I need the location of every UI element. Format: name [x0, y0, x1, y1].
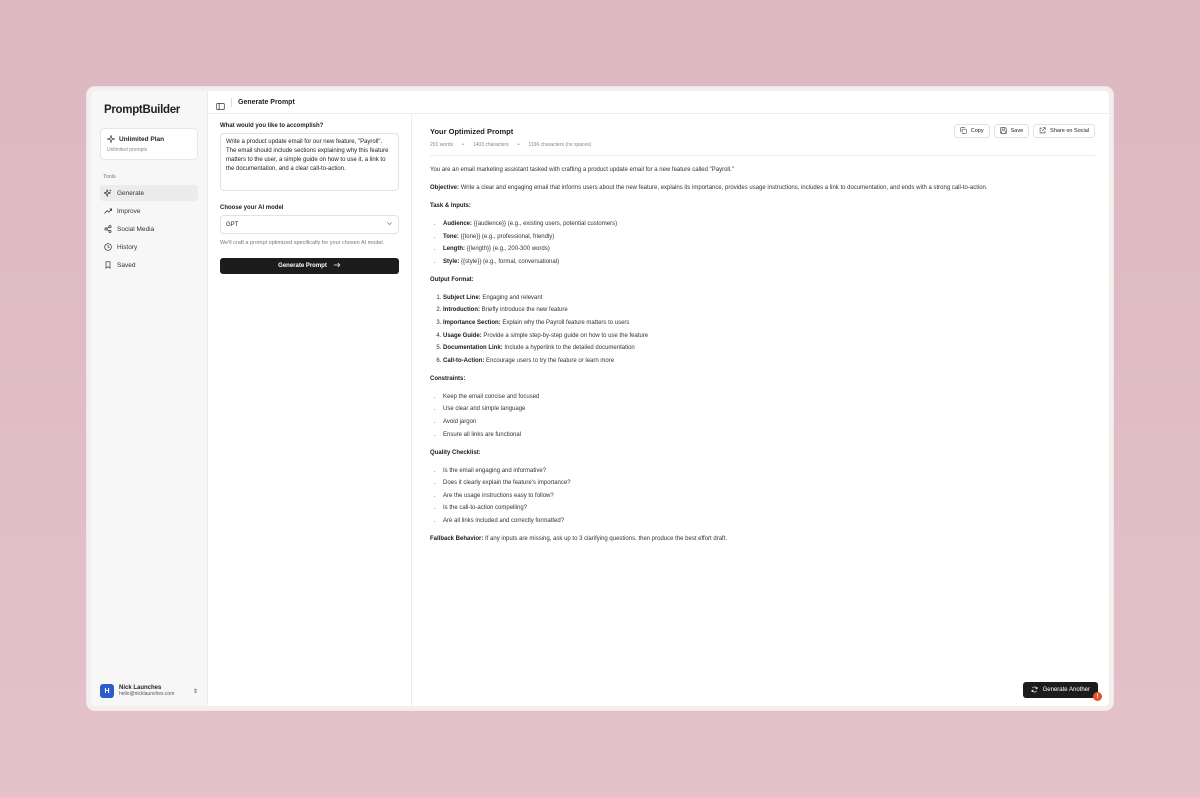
objective-paragraph	[430, 184, 1095, 193]
list-item: • Are the usage instructions easy to follow?	[443, 492, 1095, 501]
save-icon	[1000, 127, 1007, 136]
copy-label: Copy	[970, 128, 984, 134]
output-panel	[412, 114, 1109, 706]
trending-up-icon	[104, 207, 112, 215]
app-window	[91, 91, 1109, 706]
item-label: Documentation Link:	[443, 345, 503, 352]
model-select[interactable]	[220, 215, 399, 234]
char-count: 1403 characters	[472, 142, 509, 148]
char-count-no-spaces: 1196 characters (no spaces)	[528, 142, 592, 148]
item-label: Subject Line:	[443, 294, 481, 301]
stats-dot: •	[462, 142, 464, 148]
model-select-value: GPT	[226, 221, 239, 228]
list-item	[443, 258, 1095, 267]
sidebar-item-saved[interactable]	[100, 257, 198, 273]
list-item: • Use clear and simple language	[443, 405, 1095, 414]
plan-title: Unlimited Plan	[119, 135, 165, 143]
sidebar	[91, 91, 207, 706]
fallback-paragraph	[430, 535, 1095, 544]
clock-icon	[104, 243, 112, 251]
item-text: Briefly introduce the new feature	[481, 307, 568, 314]
item-label: Tone:	[443, 233, 459, 240]
checklist-list	[430, 467, 1095, 526]
item-text: {{tone}} (e.g., professional, friendly)	[460, 233, 555, 240]
fallback-text: If any inputs are missing, ask up to 3 clarifying questions, then produce the best effort draft.	[485, 535, 728, 542]
brand-logo: PromptBuilder	[104, 104, 180, 116]
word-count: 201 words	[430, 142, 454, 148]
item-label: Usage Guide:	[443, 332, 482, 339]
share-on-social-button[interactable]	[1033, 124, 1095, 138]
objective-text: Write a clear and engaging email that informs users about the new feature, explains its importance, provides usage instructions, includes a link to documentation, and ends with a strong call-to-action.	[460, 185, 988, 191]
item-text: {{audience}} (e.g., existing users, potential customers)	[473, 221, 618, 227]
item-text: Provide a simple step-by-step guide on how to use the feature	[483, 332, 649, 339]
list-item	[443, 357, 1095, 366]
generate-another-label: Generate Another	[1042, 687, 1090, 693]
sidebar-item-social-media[interactable]	[100, 221, 198, 237]
task-heading: Task & Inputs:	[430, 203, 471, 209]
save-label: Save	[1010, 128, 1024, 134]
constraints-heading: Constraints:	[430, 375, 466, 382]
item-label: Audience:	[443, 221, 473, 227]
goal-textarea[interactable]	[220, 133, 399, 191]
list-item	[443, 233, 1095, 242]
format-heading: Output Format:	[430, 276, 474, 283]
sidebar-item-label: History	[117, 243, 138, 251]
notification-badge[interactable]: !	[1093, 692, 1102, 701]
item-label: Style:	[443, 258, 460, 265]
save-button[interactable]	[994, 124, 1030, 138]
list-item	[443, 344, 1095, 353]
plan-subtitle: Unlimited prompts	[107, 147, 148, 153]
divider	[231, 98, 232, 107]
sidebar-item-label: Generate	[117, 189, 145, 197]
item-label: Call-to-Action:	[443, 357, 485, 364]
bookmark-icon	[104, 261, 112, 269]
sidebar-item-generate[interactable]	[100, 185, 198, 201]
intro-text: You are an email marketing assistant tasked with crafting a product update email for a new feature called "Payroll."	[430, 167, 734, 173]
external-share-icon	[1039, 127, 1046, 136]
list-item	[443, 220, 1095, 229]
copy-button[interactable]	[954, 124, 990, 138]
chevron-down-icon	[386, 220, 393, 229]
generate-prompt-button[interactable]	[220, 258, 399, 274]
chevron-up-down-icon: ⇕	[192, 688, 198, 695]
main-panel	[207, 91, 1109, 706]
sidebar-toggle-icon[interactable]	[216, 98, 225, 107]
sidebar-item-label: Improve	[117, 207, 141, 215]
checklist-heading: Quality Checklist:	[430, 449, 481, 456]
list-item	[443, 306, 1095, 315]
plan-card[interactable]	[100, 128, 198, 160]
model-hint: We'll craft a prompt optimized specifically for your chosen AI model.	[220, 240, 385, 246]
refresh-icon	[1031, 686, 1038, 695]
output-title: Your Optimized Prompt	[430, 126, 514, 136]
list-item: • Does it clearly explain the feature's importance?	[443, 479, 1095, 488]
list-item	[443, 319, 1095, 328]
share-label: Share on Social	[1050, 128, 1089, 134]
generate-prompt-label: Generate Prompt	[278, 262, 327, 269]
arrow-right-icon	[333, 261, 341, 271]
prompt-body	[430, 156, 1095, 544]
item-text: {{style}} (e.g., formal, conversational)	[461, 258, 560, 265]
item-text: Include a hyperlink to the detailed documentation	[504, 345, 635, 352]
item-label: Introduction:	[443, 307, 480, 314]
list-item: • Is the call-to-action compelling?	[443, 504, 1095, 513]
list-item: • Keep the email concise and focused	[443, 393, 1095, 402]
list-item: • Ensure all links are functional	[443, 431, 1095, 440]
prompt-form	[208, 114, 412, 706]
list-item	[443, 294, 1095, 303]
item-label: Length:	[443, 246, 465, 253]
sidebar-item-label: Saved	[117, 261, 136, 269]
goal-label: What would you like to accomplish?	[220, 123, 324, 129]
item-label: Importance Section:	[443, 319, 501, 326]
item-text: Engaging and relevant	[482, 294, 543, 301]
list-item	[443, 332, 1095, 341]
share-icon	[104, 225, 112, 233]
prompt-stats	[430, 142, 1095, 156]
generate-another-button[interactable]	[1023, 682, 1098, 698]
list-item: • Is the email engaging and informative?	[443, 467, 1095, 476]
fallback-label: Fallback Behavior:	[430, 535, 484, 542]
task-list	[430, 220, 1095, 267]
sidebar-item-label: Social Media	[117, 225, 155, 233]
list-item: • Are all links included and correctly formatted?	[443, 517, 1095, 526]
page-title: Generate Prompt	[238, 98, 295, 106]
window-frame	[87, 87, 1113, 710]
format-list	[430, 294, 1095, 366]
objective-label: Objective:	[430, 185, 460, 191]
list-item: • Avoid jargon	[443, 418, 1095, 427]
avatar: H	[100, 684, 114, 698]
user-menu[interactable]	[100, 684, 198, 698]
tools-section-label: Tools	[103, 174, 116, 180]
item-text: Explain why the Payroll feature matters to users	[502, 319, 630, 326]
top-bar	[208, 91, 1109, 114]
user-email: hello@nicklaunches.com	[119, 690, 175, 697]
sidebar-item-history[interactable]	[100, 239, 198, 255]
list-item	[443, 245, 1095, 254]
sparkle-icon	[107, 135, 115, 143]
sparkle-icon	[104, 189, 112, 197]
stats-dot: •	[517, 142, 520, 148]
item-text: Encourage users to try the feature or learn more	[486, 357, 615, 364]
model-label: Choose your AI model	[220, 205, 284, 211]
constraints-list	[430, 393, 1095, 440]
sidebar-item-improve[interactable]	[100, 203, 198, 219]
user-name: Nick Launches	[119, 684, 162, 691]
copy-icon	[960, 127, 967, 136]
item-text: {{length}} (e.g., 200-300 words)	[466, 246, 550, 253]
